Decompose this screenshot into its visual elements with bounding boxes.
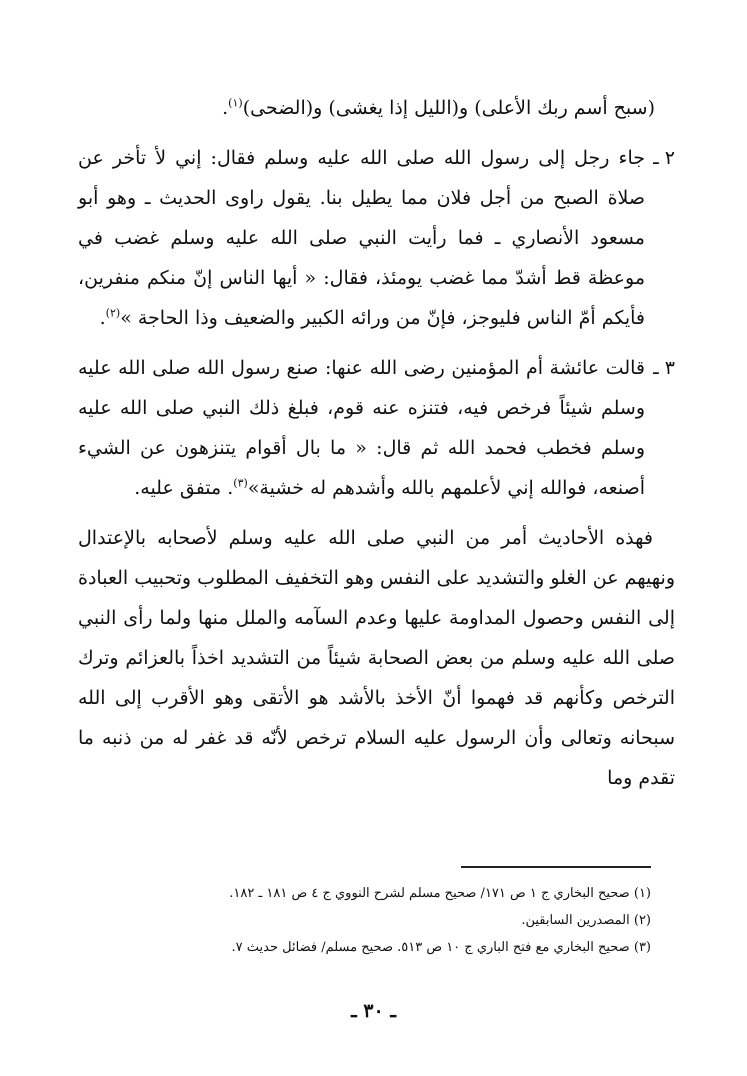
- hadith-item-2: [78, 138, 675, 338]
- item-number: ٣ ـ: [653, 357, 675, 379]
- body-paragraph: فهذه الأحاديث أمر من النبي صلى الله عليه وسلم لأصحابه بالإعتدال ونهيهم عن الغلو والتشديد على النفس وهو التخفيف المطلوب وتحبيب العبادة إلى النفس وحصول المداومة عليها وعدم السآمه والملل منها ولما رأى النبي صلى الله عليه وسلم من بعض الصحابة شيئاً من التشديد اخذاً بالعزائم وترك الترخص وكأنهم قد فهموا أنّ الأخذ بالأشد هو الأتقى وهو الأقرب إلى الله سبحانه وتعالى وأن الرسول عليه السلام ترخص لأنّه قد غفر له من ذنبه ما تقدم وما: [78, 527, 675, 789]
- footnote-3: [78, 934, 651, 961]
- footnote-ref-3: (٣): [233, 476, 248, 490]
- footnote-1: [78, 880, 651, 907]
- item-text: [78, 138, 645, 338]
- footnote-number: (١): [633, 886, 651, 901]
- footnote-ref-2: (٢): [105, 306, 121, 320]
- hadith-item-3: [78, 348, 675, 508]
- footnotes: [78, 880, 651, 961]
- item-body: قالت عائشة أم المؤمنين رضى الله عنها: صنع رسول الله صلى الله عليه وسلم شيئاً فرخص فيه، فتنزه عنه قوم، فبلغ ذلك النبي صلى الله عليه وسلم فخطب فحمد الله ثم قال: « ما بال أقوام يتنزهون عن الشيء أصنعه، فوالله إني لأعلمهم بالله وأشدهم له خشية»: [78, 357, 645, 499]
- lead-line-tail: .: [222, 97, 229, 119]
- item-tail: .: [99, 307, 106, 329]
- item-text: [78, 348, 645, 508]
- item-tail: . متفق عليه.: [134, 477, 234, 499]
- item-body: جاء رجل إلى رسول الله صلى الله عليه وسلم فقال: إني لأ تأخر عن صلاة الصبح من أجل فلان مما يطيل بنا. يقول راوى الحديث ـ وهو أبو مسعود الأنصاري ـ فما رأيت النبي صلى الله عليه وسلم غضب في موعظة قط أشدّ مما غضب يومئذ، فقال: « أيها الناس إنّ منكم منفرين، فأيكم أمّ الناس فليوجز، فإنّ من ورائه الكبير والضعيف وذا الحاجة »: [78, 147, 645, 329]
- page-number: ـ ٣٠ ـ: [351, 1000, 396, 1022]
- footnote-text: المصدرين السابقين.: [521, 913, 630, 928]
- footnote-number: (٢): [633, 913, 651, 928]
- lead-line-text: (سبح أسم ربك الأعلى) و(الليل إذا يغشى) و(الضحى): [242, 97, 655, 119]
- footnote-ref-1: (١): [228, 96, 243, 110]
- footnote-2: [78, 907, 651, 934]
- item-number: ٢ ـ: [653, 147, 675, 169]
- footnote-divider: [461, 866, 651, 868]
- footnote-text: صحيح البخاري ج ١ ص ١٧١/ صحيح مسلم لشرح النووي ج ٤ ص ١٨١ ـ ١٨٢.: [229, 886, 630, 901]
- page-body: [78, 88, 675, 798]
- footnote-text: صحيح البخاري مع فتح الباري ج ١٠ ص ٥١٣. صحيح مسلم/ فضائل حديث ٧.: [231, 940, 630, 955]
- footnote-number: (٣): [633, 940, 651, 955]
- lead-line: [78, 88, 675, 128]
